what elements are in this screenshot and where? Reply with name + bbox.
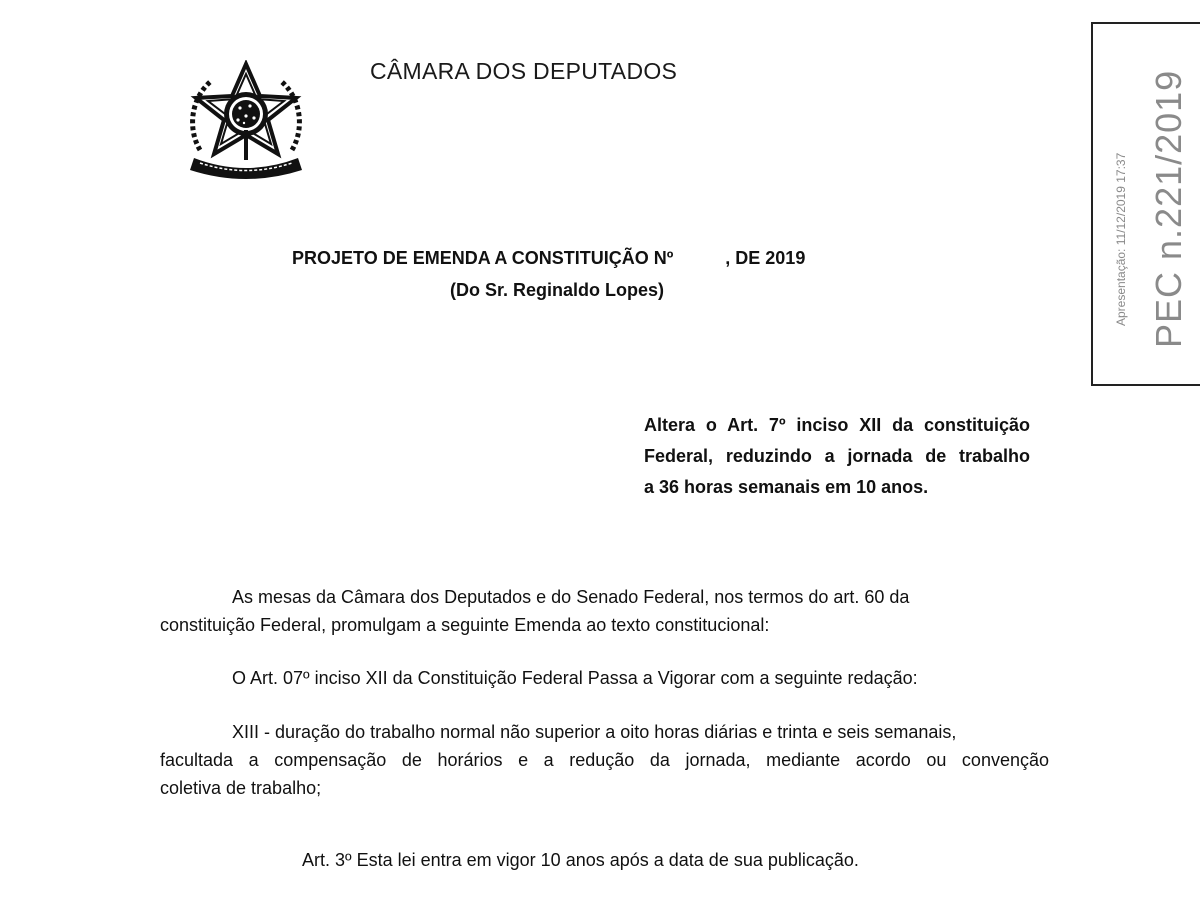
document-title	[292, 248, 805, 269]
inciso-line: XIII - duração do trabalho normal não superior a oito horas diárias e trinta e seis semanais,	[232, 722, 957, 742]
institution-title: CÂMARA DOS DEPUTADOS	[370, 58, 678, 84]
preamble-line: As mesas da Câmara dos Deputados e do Senado Federal, nos termos do art. 60 da	[232, 587, 910, 607]
article-intro: O Art. 07º inciso XII da Constituição Federal Passa a Vigorar com a seguinte redação:	[232, 668, 918, 688]
inciso-line: coletiva de trabalho;	[160, 778, 322, 798]
ementa-line: a 36 horas semanais em 10 anos.	[644, 477, 929, 497]
ementa-line: Federal, reduzindo a jornada de trabalho	[644, 446, 1030, 466]
document-title-part1: PROJETO DE EMENDA A CONSTITUIÇÃO Nº	[292, 248, 674, 268]
document-author: (Do Sr. Reginaldo Lopes)	[450, 280, 665, 300]
document-title-part2: , DE 2019	[725, 248, 806, 268]
presentation-timestamp: Apresentação: 11/12/2019 17:37	[1114, 152, 1128, 326]
ementa-line: Altera o Art. 7º inciso XII da constituição	[644, 415, 1030, 435]
inciso-line: facultada a compensação de horários e a redução da jornada, mediante acordo ou convenção	[160, 750, 1049, 770]
pec-number: PEC n.221/2019	[1148, 69, 1189, 348]
brazil-coat-of-arms-icon	[180, 60, 312, 180]
preamble-line: constituição Federal, promulgam a seguinte Emenda ao texto constitucional:	[160, 615, 770, 635]
article-3: Art. 3º Esta lei entra em vigor 10 anos após a data de sua publicação.	[302, 850, 859, 870]
